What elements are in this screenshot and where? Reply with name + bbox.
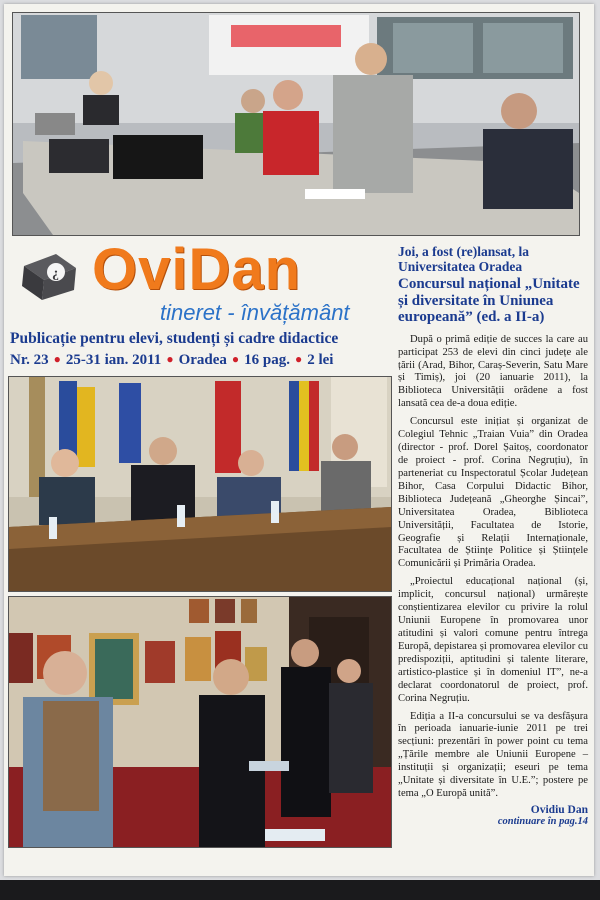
photo-speakers-room [8,596,392,848]
article-author: Ovidiu Dan [530,803,588,816]
separator-dot-icon: ● [294,352,303,366]
logo-cube-icon [12,248,84,302]
table-surface [0,880,600,900]
separator-dot-icon: ● [166,352,174,366]
masthead [10,237,392,372]
article-body [398,334,588,801]
issue-city: Oradea [178,352,227,368]
masthead-tagline: Publicație pentru elevi, studenți și cadre didactice [10,330,339,347]
article-paragraph: Concursul este inițiat și organizat de Colegiul Tehnic „Traian Vuia” din Oradea (director - prof. Dorel Șaitoș, coordonator de proiect - prof. Corina Negruțiu), în parteneriat cu Inspectoratul Școlar Județean Bihor, Casa Corpului Didactic Bihor, Biblioteca Județeană „Gheorghe Șincai”, Universitatea Oradea, Biblioteca Universității, Facultatea de Istorie, Geografie și Relații Internaționale, Facultatea de Științe Politice și Științele Comunicării și Primăria Oradea. [398,416,588,570]
separator-dot-icon: ● [231,352,240,366]
article-headline: Concursul național „Unitate și diversitate în Uniunea europeană” (ed. a II-a) [398,276,580,326]
article-paragraph: După o primă ediție de succes la care au participat 253 de elevi din cinci județe ale țării (Arad, Bihor, Caraș-Severin, Satu Mare și Timiș), joi (20 ianuarie 2011), la Biblioteca Universității orădene a fost lansată cea de-a doua ediție. [398,333,588,410]
svg-text:¿: ¿ [52,266,59,281]
newspaper-page [4,4,594,876]
issue-pages: 16 pag. [244,352,290,368]
article-paragraph: „Proiectul educațional național (și, implicit, concursul național) urmărește conștientizarea elevilor cu privire la rolul Uniunii Europene în promovarea unor atitudini și valori comune pentru întrega Europă, depistarea și promovarea elevilor cu predispoziții, aptitudini și talente literare, artistico-plastice și în domeniul IT”, ne-a declarat coordonatorul de proiect, prof. Corina Negruțiu. [398,576,588,704]
article-paragraph: Ediția a II-a concursului se va desfășura în perioada ianuarie-iunie 2011 pe trei secțiuni: prezentări în power point cu tema „Țările membre ale Uniunii Europene – instituții și organizații; eseuri pe tema „Unitate și diversitate în U.E.”; postere pe tema „O Europă unită”. [398,710,588,800]
masthead-title: OviDan [92,237,302,302]
article-kicker: Joi, a fost (re)lansat, la Universitatea Oradea [398,244,529,275]
issue-date: 25-31 ian. 2011 [65,352,162,368]
continued-link: continuare în pag.14 [497,815,588,827]
issue-number: Nr. 23 [10,352,49,368]
photo-panel-flags [8,376,392,592]
separator-dot-icon: ● [53,352,61,366]
masthead-subtitle: tineret - învățământ [160,300,350,325]
article [398,244,588,827]
issue-price: 2 lei [307,352,334,368]
issue-info [10,352,333,369]
photo-conference-room [12,12,580,236]
